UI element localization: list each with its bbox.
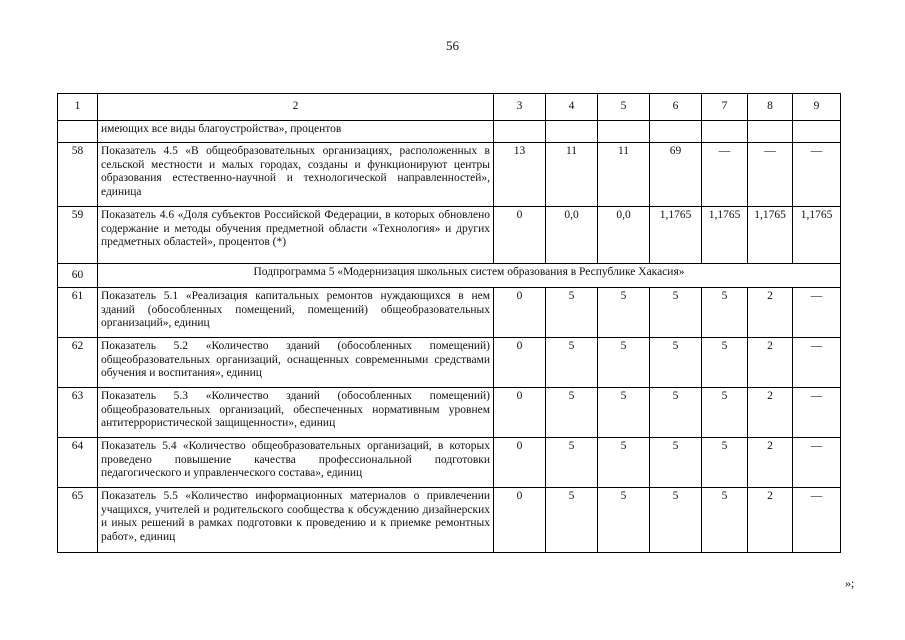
value-cell: 11 bbox=[598, 143, 650, 207]
value-cell: 5 bbox=[598, 388, 650, 438]
value-cell: — bbox=[793, 488, 841, 553]
value-cell: 5 bbox=[650, 488, 702, 553]
header-cell: 6 bbox=[650, 94, 702, 121]
value-cell: 5 bbox=[650, 338, 702, 388]
table-row bbox=[58, 388, 841, 438]
value-cell: 0,0 bbox=[598, 207, 650, 264]
value-cell: 2 bbox=[748, 438, 793, 488]
value-cell: — bbox=[748, 143, 793, 207]
value-cell: 5 bbox=[702, 288, 748, 338]
page-number: 56 bbox=[446, 38, 459, 53]
value-cell: 5 bbox=[702, 338, 748, 388]
value-cell: 0 bbox=[494, 388, 546, 438]
value-cell: 5 bbox=[650, 288, 702, 338]
value-cell bbox=[702, 121, 748, 143]
header-cell: 3 bbox=[494, 94, 546, 121]
table-row bbox=[58, 264, 841, 288]
value-cell: — bbox=[793, 143, 841, 207]
value-cell: 13 bbox=[494, 143, 546, 207]
value-cell: 5 bbox=[598, 488, 650, 553]
value-cell: 5 bbox=[546, 388, 598, 438]
row-number: 59 bbox=[58, 207, 98, 264]
table-row bbox=[58, 338, 841, 388]
value-cell bbox=[793, 121, 841, 143]
value-cell: 5 bbox=[546, 288, 598, 338]
header-cell: 7 bbox=[702, 94, 748, 121]
value-cell: 11 bbox=[546, 143, 598, 207]
row-number: 64 bbox=[58, 438, 98, 488]
value-cell: 5 bbox=[598, 288, 650, 338]
value-cell: 5 bbox=[546, 488, 598, 553]
indicator-description: имеющих все виды благоустройства», процентов bbox=[98, 121, 494, 143]
indicator-description: Показатель 4.6 «Доля субъектов Российской Федерации, в которых обновлено содержание и методы обучения предметной области «Технология» и других предметных областей», процентов (*) bbox=[98, 207, 494, 264]
value-cell: — bbox=[793, 388, 841, 438]
value-cell: 5 bbox=[598, 438, 650, 488]
row-number: 60 bbox=[58, 264, 98, 288]
value-cell bbox=[494, 121, 546, 143]
value-cell: 2 bbox=[748, 288, 793, 338]
row-number: 63 bbox=[58, 388, 98, 438]
row-number: 58 bbox=[58, 143, 98, 207]
value-cell: — bbox=[702, 143, 748, 207]
value-cell: 5 bbox=[546, 338, 598, 388]
value-cell: 69 bbox=[650, 143, 702, 207]
table-row bbox=[58, 143, 841, 207]
value-cell: — bbox=[793, 438, 841, 488]
value-cell: 2 bbox=[748, 338, 793, 388]
table-header-row bbox=[58, 94, 841, 121]
indicator-description: Показатель 5.3 «Количество зданий (обособленных помещений) общеобразовательных организаций, обеспеченных нормативным уровнем антитеррористической защищенности», единиц bbox=[98, 388, 494, 438]
value-cell: 5 bbox=[702, 438, 748, 488]
value-cell: 5 bbox=[546, 438, 598, 488]
value-cell: 2 bbox=[748, 488, 793, 553]
header-cell: 2 bbox=[98, 94, 494, 121]
value-cell: 1,1765 bbox=[650, 207, 702, 264]
value-cell: — bbox=[793, 338, 841, 388]
header-cell: 5 bbox=[598, 94, 650, 121]
indicator-description: Показатель 5.2 «Количество зданий (обособленных помещений) общеобразовательных организаций, оснащенных современными средствами обучения и воспитания», единиц bbox=[98, 338, 494, 388]
value-cell: 5 bbox=[598, 338, 650, 388]
value-cell: 5 bbox=[650, 438, 702, 488]
value-cell: 1,1765 bbox=[702, 207, 748, 264]
indicator-description: Показатель 4.5 «В общеобразовательных организациях, расположенных в сельской местности и малых городах, созданы и функционируют центры образования естественно-научной и технологической направленностей», единица bbox=[98, 143, 494, 207]
header-cell: 9 bbox=[793, 94, 841, 121]
table-row bbox=[58, 288, 841, 338]
value-cell: 5 bbox=[702, 388, 748, 438]
header-cell: 8 bbox=[748, 94, 793, 121]
value-cell bbox=[598, 121, 650, 143]
indicator-description: Показатель 5.5 «Количество информационных материалов о привлечении учащихся, учителей и родительского сообщества к обсуждению дизайнерских и иных решений в рамках подготовки к проведению и к приемке ремонтных работ», единиц bbox=[98, 488, 494, 553]
table-row bbox=[58, 121, 841, 143]
closing-quote: »; bbox=[845, 576, 855, 590]
header-cell: 4 bbox=[546, 94, 598, 121]
value-cell: 2 bbox=[748, 388, 793, 438]
indicators-table bbox=[57, 93, 841, 553]
value-cell: 0,0 bbox=[546, 207, 598, 264]
value-cell: 0 bbox=[494, 438, 546, 488]
value-cell: 0 bbox=[494, 338, 546, 388]
indicator-description: Показатель 5.1 «Реализация капитальных ремонтов нуждающихся в нем зданий (обособленных помещений, помещений) общеобразовательных организаций», единиц bbox=[98, 288, 494, 338]
table-row bbox=[58, 438, 841, 488]
value-cell bbox=[748, 121, 793, 143]
value-cell bbox=[650, 121, 702, 143]
indicator-description: Показатель 5.4 «Количество общеобразовательных организаций, в которых проведено повышение качества профессиональной подготовки педагогического и управленческого состава», единиц bbox=[98, 438, 494, 488]
value-cell bbox=[546, 121, 598, 143]
value-cell: 0 bbox=[494, 207, 546, 264]
value-cell: 1,1765 bbox=[793, 207, 841, 264]
row-number bbox=[58, 121, 98, 143]
value-cell: 0 bbox=[494, 488, 546, 553]
value-cell: 1,1765 bbox=[748, 207, 793, 264]
table-row bbox=[58, 207, 841, 264]
header-cell: 1 bbox=[58, 94, 98, 121]
value-cell: 0 bbox=[494, 288, 546, 338]
subprogram-title: Подпрограмма 5 «Модернизация школьных систем образования в Республике Хакасия» bbox=[98, 264, 841, 288]
row-number: 65 bbox=[58, 488, 98, 553]
row-number: 61 bbox=[58, 288, 98, 338]
value-cell: — bbox=[793, 288, 841, 338]
table-row bbox=[58, 488, 841, 553]
value-cell: 5 bbox=[702, 488, 748, 553]
value-cell: 5 bbox=[650, 388, 702, 438]
row-number: 62 bbox=[58, 338, 98, 388]
